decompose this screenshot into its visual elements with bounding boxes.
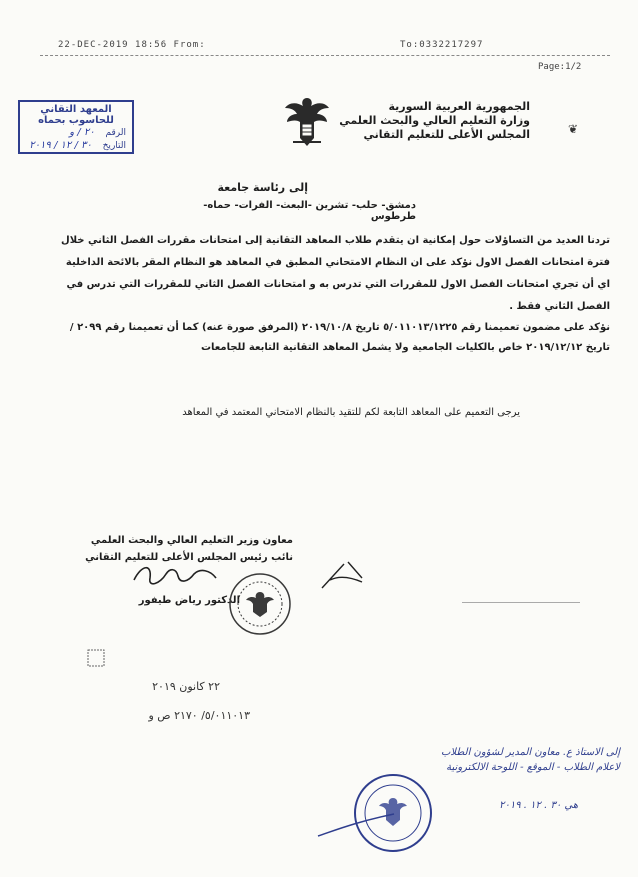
- ministry-country-line: الجمهورية العربية السورية: [388, 100, 530, 113]
- stamp-number-row: [20, 126, 132, 139]
- body-paragraph-1: تردنا العديد من التساؤلات حول إمكانية ان يتقدم طلاب المعاهد التقانية إلى امتحانات مقررات الفصل الثاني خلال فترة امتحانات الفصل الاول نؤكد على ان النظام الامتحاني المطبق في المعاهد هو النظام المقر بالائحة الداخلية اي أن تجري امتحانات الفصل الاول للمقررات التي تدرس به و امتحانات الفصل الثاني للمقررات التي تدرس في الفصل الثاني فقط .: [61, 235, 610, 312]
- ministry-council-line: المجلس الأعلى للتعليم التقاني: [363, 128, 530, 141]
- ministry-header: [330, 100, 530, 142]
- signatory-name: الدكتور رياض طيفور: [138, 595, 240, 606]
- faint-line-right: [462, 602, 580, 603]
- recipient-title: إلى رئاسة جامعة: [217, 181, 308, 194]
- fax-recipient-number: To:0332217297: [400, 40, 484, 50]
- ministry-name-line: وزارة التعليم العالي والبحث العلمي: [339, 114, 530, 127]
- signature-title-line-2: نائب رئيس المجلس الأعلى للتعليم التقاني: [85, 552, 293, 563]
- handwritten-referral-note: [340, 745, 620, 775]
- referral-date: هي ٣٠ . ١٢ . ٢٠١٩: [499, 800, 578, 811]
- referral-line-1: إلى الاستاذ ع. معاون المدير لشؤون الطلاب: [440, 747, 620, 758]
- stamp-date-value: ٣٠ / ١٢ / ٢٠١٩: [29, 140, 92, 151]
- fax-date-time: 22-DEC-2019 18:56 From:: [58, 40, 206, 50]
- signature-title-line-1: معاون وزير التعليم العالي والبحث العلمي: [90, 535, 293, 546]
- official-round-seal-icon: [228, 572, 292, 636]
- stamp-date-label: التاريخ: [102, 141, 126, 151]
- stamp-number-value: ٢٠ / و: [69, 127, 95, 138]
- body-paragraph-2: نؤكد على مضمون تعميمنا رقم ٥/٠١١٠١٣/١٢٢٥ تاريخ ٢٠١٩/١٠/٨ (المرفق صورة عنه) كما أن تعميمنا رقم ٢٠٩٩ / تاريخ ٢٠١٩/١٢/١٢ خاص بالكليات الجامعية ولا يشمل المعاهد التقانية التابعة للجامعات: [69, 322, 610, 353]
- syrian-eagle-emblem-icon: [283, 92, 331, 150]
- fax-header-rule: [40, 55, 610, 56]
- incoming-registry-stamp: [18, 100, 134, 154]
- stamp-number-label: الرقم: [105, 128, 126, 138]
- stamp-date-row: [20, 139, 132, 152]
- margin-mark: ❦: [568, 122, 579, 136]
- initials-mark-icon: [318, 558, 368, 594]
- stamp-institute-name: المعهد التقاني للحاسوب بحماه: [38, 104, 114, 126]
- blue-pen-stroke-icon: [316, 810, 396, 840]
- reference-number: ٥/٠١١٠١٣/ ٢١٧٠ ص و: [148, 709, 250, 722]
- reference-date: ٢٢ كانون ٢٠١٩: [152, 680, 220, 693]
- faint-box-mark-icon: [86, 648, 106, 668]
- fax-page-count: Page:1/2: [538, 62, 582, 72]
- referral-line-2: لاعلام الطلاب - الموقع - اللوحة الالكترونية: [446, 762, 620, 773]
- body-request-line: يرجى التعميم على المعاهد التابعة لكم للتقيد بالنظام الامتحاني المعتمد في المعاهد: [182, 407, 520, 418]
- recipient-cities: دمشق- حلب- تشرين -البعث- الفرات- حماه- طرطوس: [203, 200, 416, 222]
- handwritten-signature-icon: [130, 560, 220, 592]
